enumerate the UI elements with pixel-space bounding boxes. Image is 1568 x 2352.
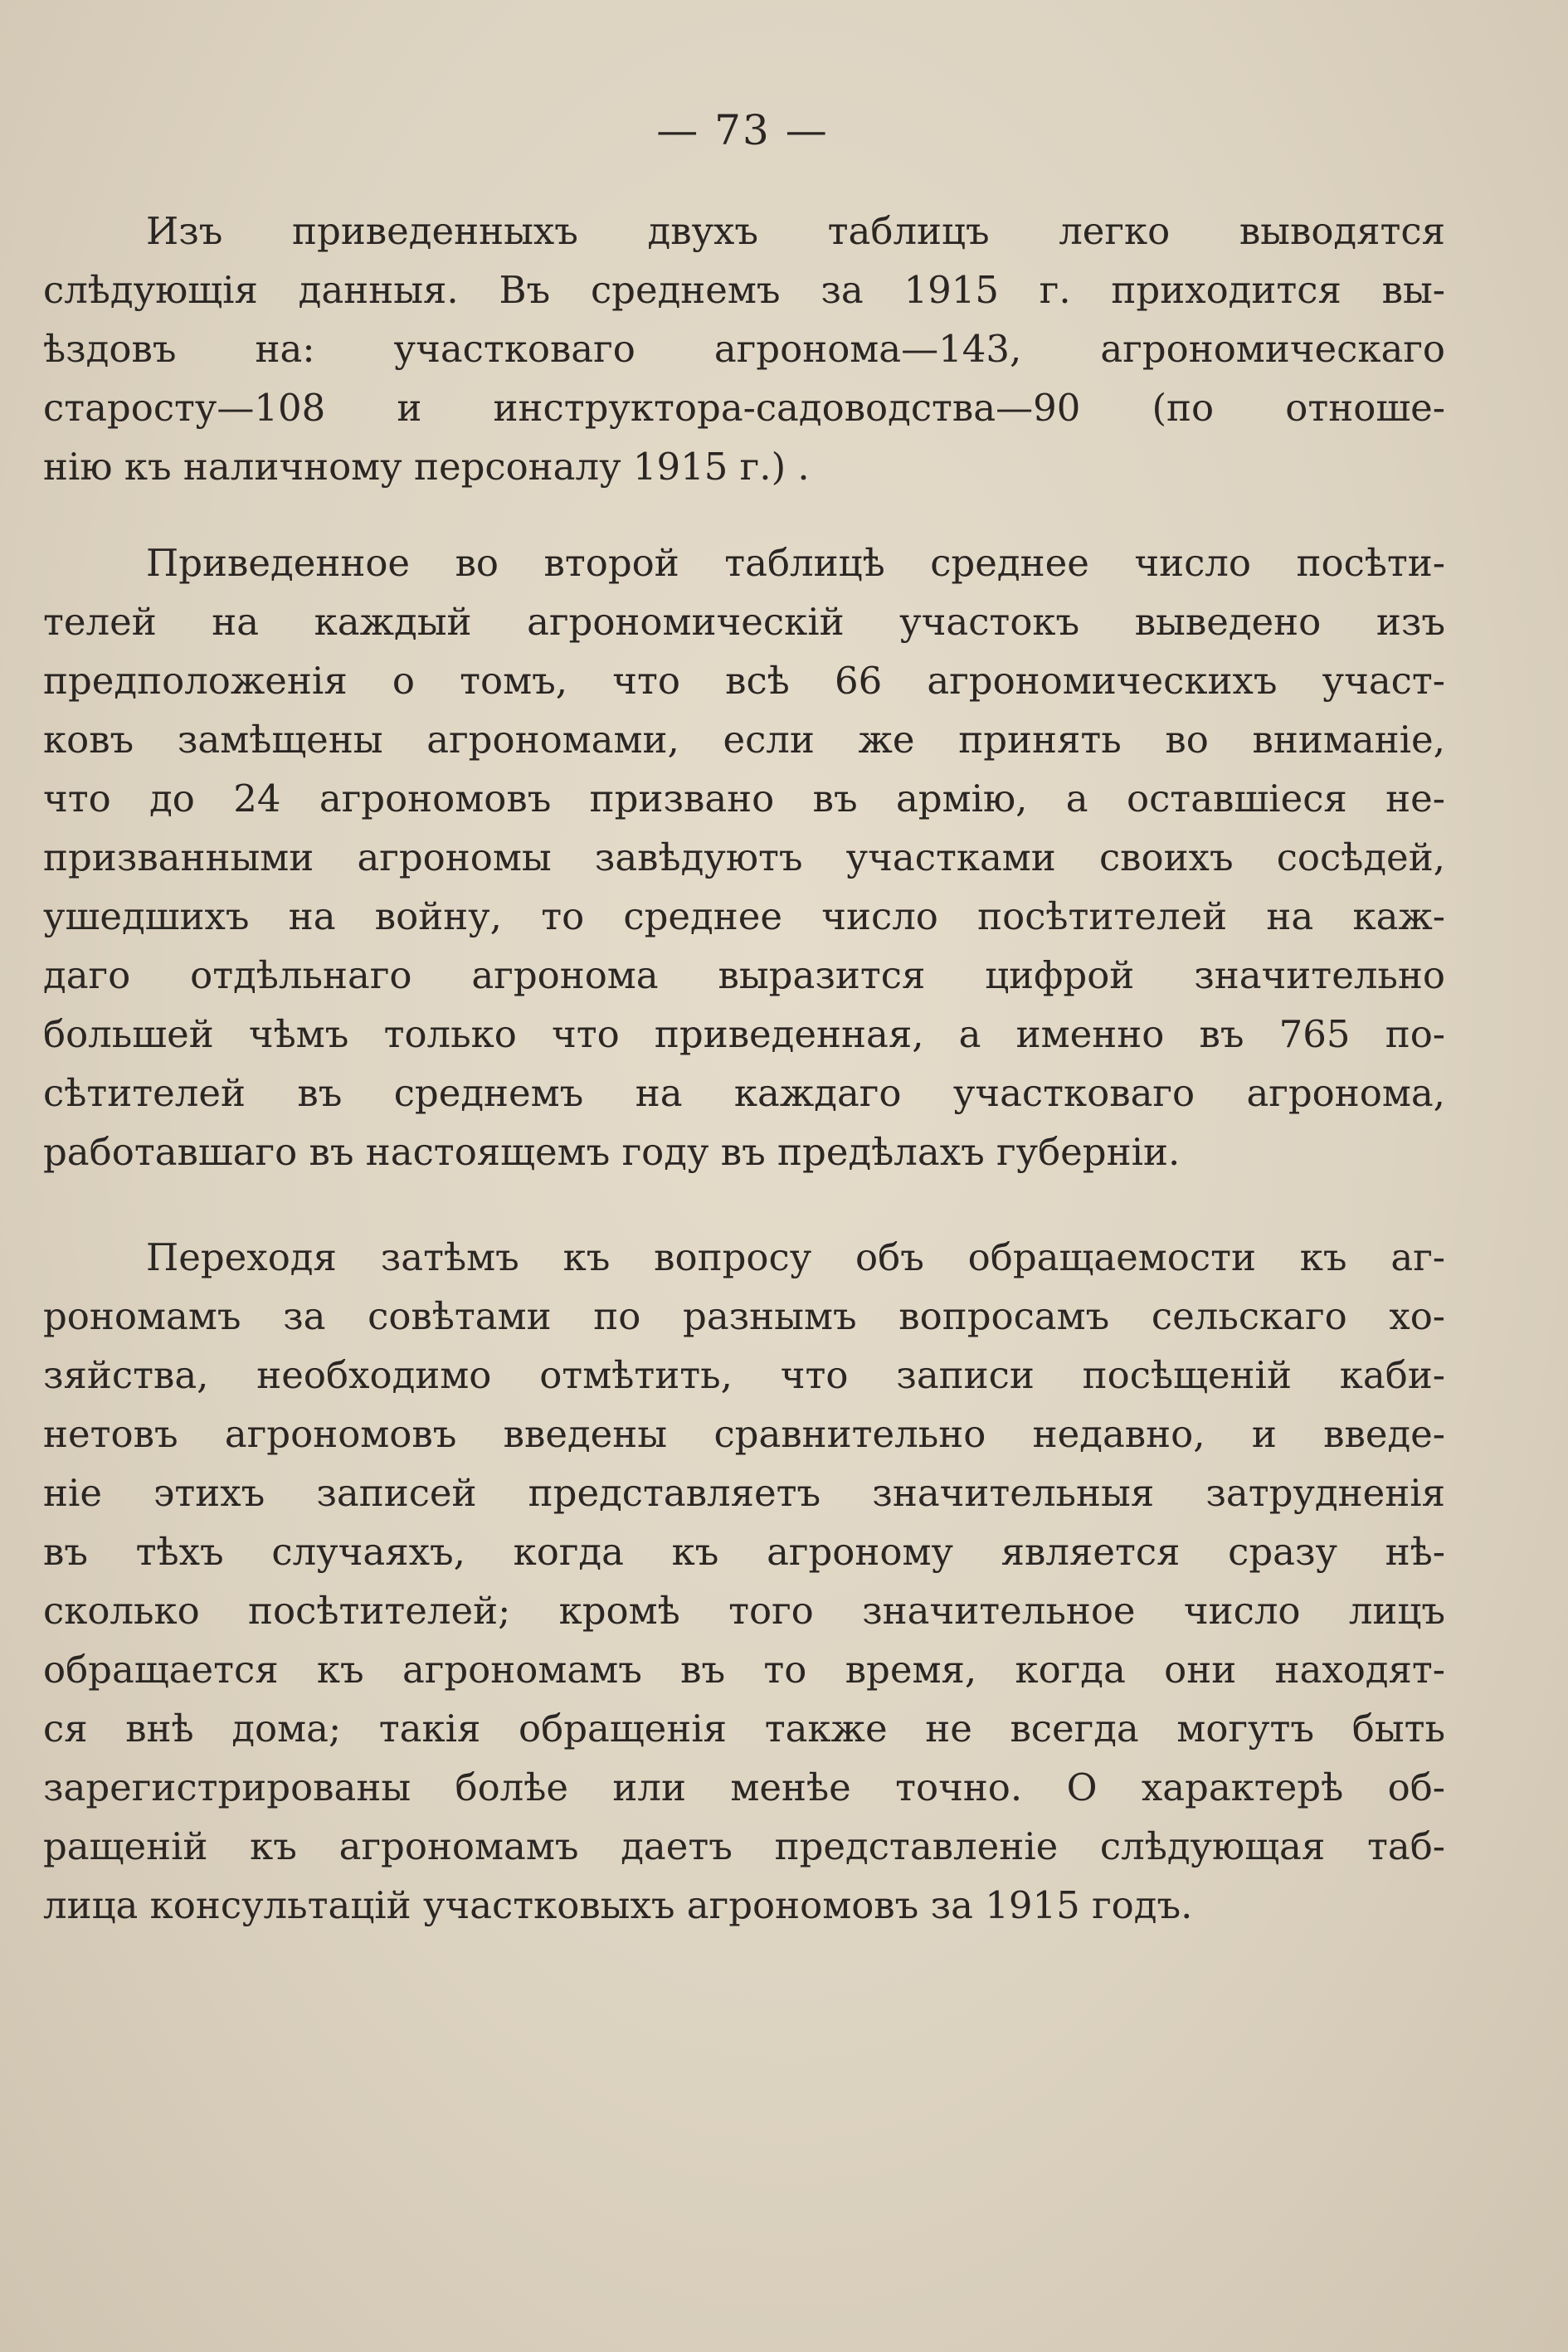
paragraph-3 — [43, 1228, 1445, 1935]
paragraph-line: даго отдѣльнаго агронома выразится цифрой значительно — [43, 953, 1445, 997]
paragraph-line: ніе этихъ записей представляетъ значительныя затрудненія — [43, 1471, 1445, 1515]
paragraph-2 — [43, 533, 1445, 1181]
paragraph-line: ся внѣ дома; такія обращенія также не всегда могутъ быть — [43, 1707, 1445, 1751]
paragraph-line: большей чѣмъ только что приведенная, а именно въ 765 по- — [43, 1012, 1445, 1056]
paragraph-line: сколько посѣтителей; кромѣ того значительное число лицъ — [43, 1589, 1445, 1633]
paragraph-line: нетовъ агрономовъ введены сравнительно недавно, и введе- — [43, 1412, 1445, 1456]
paragraph-line: телей на каждый агрономическій участокъ выведено изъ — [43, 600, 1445, 644]
paragraph-line: зарегистрированы болѣе или менѣе точно. О характерѣ об- — [43, 1765, 1445, 1809]
paragraph-line: зяйства, необходимо отмѣтить, что записи посѣщеній каби- — [43, 1353, 1445, 1397]
paragraph-line: Переходя затѣмъ къ вопросу объ обращаемости къ аг- — [146, 1235, 1445, 1279]
paragraph-line: призванными агрономы завѣдуютъ участками своихъ сосѣдей, — [43, 835, 1445, 879]
paragraph-line: въ тѣхъ случаяхъ, когда къ агроному является сразу нѣ- — [43, 1530, 1445, 1574]
paragraph-line: рономамъ за совѣтами по разнымъ вопросамъ сельскаго хо- — [43, 1294, 1445, 1338]
paragraph-line: ращеній къ агрономамъ даетъ представленіе слѣдующая таб- — [43, 1824, 1445, 1868]
paragraph-line: ушедшихъ на войну, то среднее число посѣтителей на каж- — [43, 894, 1445, 938]
paragraph-line: Приведенное во второй таблицѣ среднее число посѣти- — [146, 541, 1445, 585]
paragraph-line: работавшаго въ настоящемъ году въ предѣлахъ губерніи. — [43, 1130, 1181, 1174]
paragraph-1 — [43, 202, 1445, 496]
paragraph-line: обращается къ агрономамъ въ то время, когда они находят- — [43, 1648, 1445, 1692]
paragraph-line: старосту—108 и инструктора-садоводства—90 (по отноше- — [43, 386, 1445, 430]
paragraph-line: ковъ замѣщены агрономами, если же принять во вниманіе, — [43, 718, 1445, 762]
paragraph-line: лица консультацій участковыхъ агрономовъ за 1915 годъ. — [43, 1883, 1193, 1927]
paragraph-line: слѣдующія данныя. Въ среднемъ за 1915 г. приходится вы- — [43, 268, 1445, 312]
page-number: — 73 — — [656, 106, 829, 154]
paragraph-line: предположенія о томъ, что всѣ 66 агрономическихъ участ- — [43, 659, 1445, 703]
paragraph-line: сѣтителей въ среднемъ на каждаго участковаго агронома, — [43, 1071, 1445, 1115]
paragraph-line: что до 24 агрономовъ призвано въ армію, а оставшіеся не- — [43, 777, 1445, 821]
paragraph-line: Изъ приведенныхъ двухъ таблицъ легко выводятся — [146, 209, 1445, 253]
paragraph-line: ѣздовъ на: участковаго агронома—143, агрономическаго — [43, 327, 1445, 371]
paragraph-line: нію къ наличному персоналу 1915 г.) . — [43, 445, 810, 489]
